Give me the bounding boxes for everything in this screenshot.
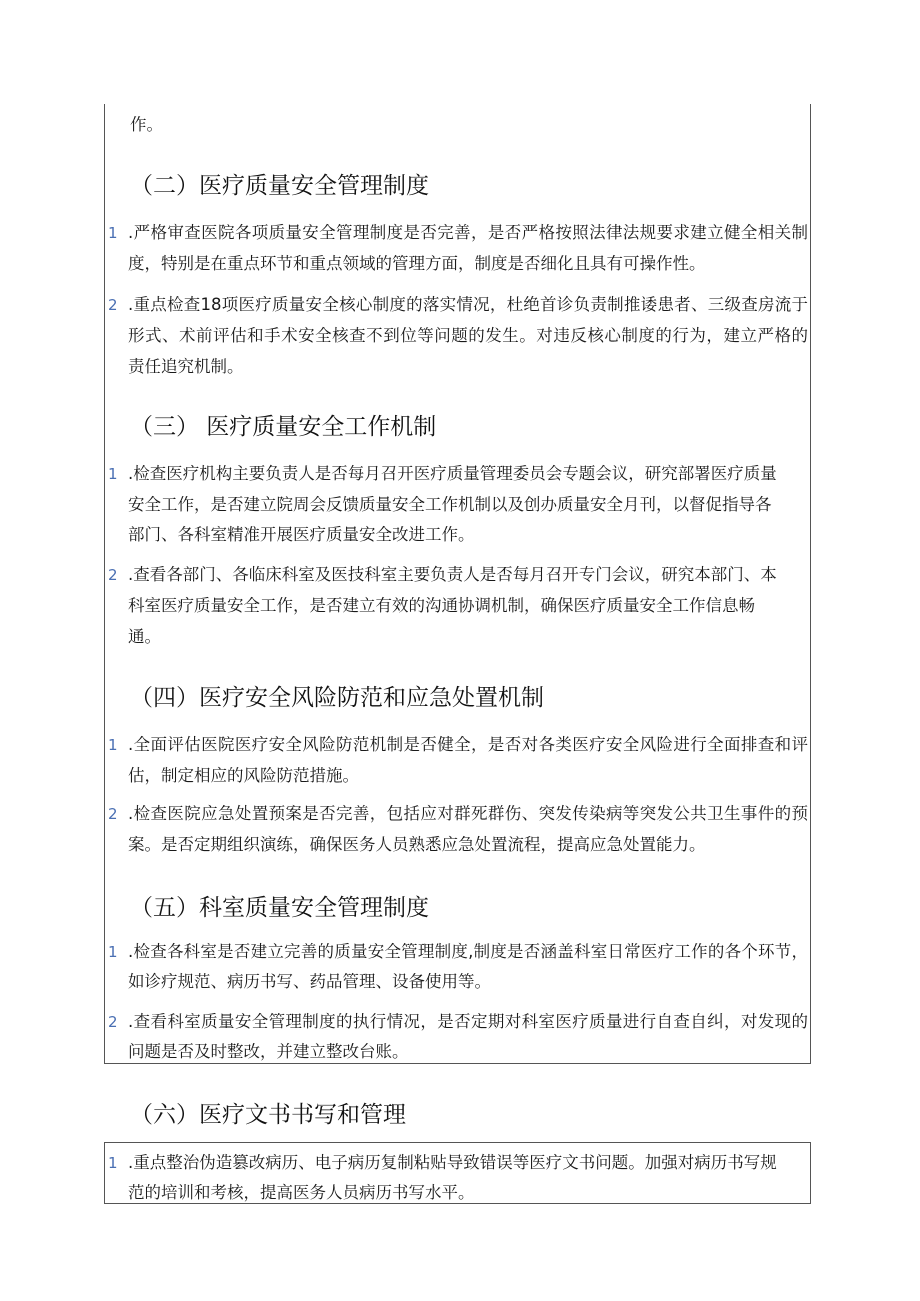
item-text-line: .重点整治伪造篡改病历、电子病历复制粘贴导致错误等医疗文书问题。加强对病历书写规 (128, 1153, 777, 1172)
continuation-text: 作。 (130, 115, 163, 134)
section-heading-3: （三） 医疗质量安全工作机制 (130, 414, 437, 440)
item-text-line: 安全工作，是否建立院周会反馈质量安全工作机制以及创办质量安全月刊，以督促指导各 (128, 495, 772, 514)
item-number: 1 (108, 1154, 118, 1172)
item-text-line: 估，制定相应的风险防范措施。 (128, 766, 359, 785)
item-number: 1 (108, 224, 118, 242)
item-text-line: 范的培训和考核，提高医务人员病历书写水平。 (128, 1183, 475, 1202)
item-number: 1 (108, 943, 118, 961)
item-number: 1 (108, 465, 118, 483)
item-text-line: .重点检查18项医疗质量安全核心制度的落实情况，杜绝首诊负责制推诿患者、三级查房流于 (128, 295, 808, 314)
item-number: 2 (108, 566, 118, 584)
item-text-line: 通。 (128, 627, 161, 646)
item-text-line: 科室医疗质量安全工作，是否建立有效的沟通协调机制，确保医疗质量安全工作信息畅 (128, 596, 755, 615)
section-heading-4: （四）医疗安全风险防范和应急处置机制 (130, 685, 544, 711)
section-heading-6: （六）医疗文书书写和管理 (130, 1102, 406, 1128)
item-text-line: 如诊疗规范、病历书写、药品管理、设备使用等。 (128, 972, 491, 991)
item-text-line: 问题是否及时整改，并建立整改台账。 (128, 1042, 409, 1061)
item-text-line: 形式、术前评估和手术安全核查不到位等问题的发生。对违反核心制度的行为，建立严格的 (128, 326, 808, 345)
item-text-line: .全面评估医院医疗安全风险防范机制是否健全，是否对各类医疗安全风险进行全面排查和评 (128, 735, 808, 754)
item-text-line: 度，特别是在重点环节和重点领域的管理方面，制度是否细化且具有可操作性。 (128, 254, 706, 273)
section-heading-5: （五）科室质量安全管理制度 (130, 895, 429, 921)
item-text-line: .严格审查医院各项质量安全管理制度是否完善，是否严格按照法律法规要求建立健全相关制 (128, 223, 808, 242)
item-number: 2 (108, 1013, 118, 1031)
item-number: 2 (108, 296, 118, 314)
item-text-line: .检查各科室是否建立完善的质量安全管理制度,制度是否涵盖科室日常医疗工作的各个环节， (128, 942, 808, 961)
item-number: 1 (108, 736, 118, 754)
section-heading-2: （二）医疗质量安全管理制度 (130, 173, 429, 199)
item-text-line: .查看各部门、各临床科室及医技科室主要负责人是否每月召开专门会议，研究本部门、本 (128, 565, 777, 584)
item-text-line: 部门、各科室精准开展医疗质量安全改进工作。 (128, 525, 475, 544)
item-text-line: .查看科室质量安全管理制度的执行情况，是否定期对科室医疗质量进行自查自纠，对发现的 (128, 1012, 808, 1031)
item-text-line: .检查医疗机构主要负责人是否每月召开医疗质量管理委员会专题会议，研究部署医疗质量 (128, 464, 777, 483)
item-text-line: 案。是否定期组织演练，确保医务人员熟悉应急处置流程，提高应急处置能力。 (128, 835, 706, 854)
item-text-line: 责任追究机制。 (128, 357, 244, 376)
item-text-line: .检查医院应急处置预案是否完善，包括应对群死群伤、突发传染病等突发公共卫生事件的预 (128, 804, 808, 823)
item-number: 2 (108, 805, 118, 823)
